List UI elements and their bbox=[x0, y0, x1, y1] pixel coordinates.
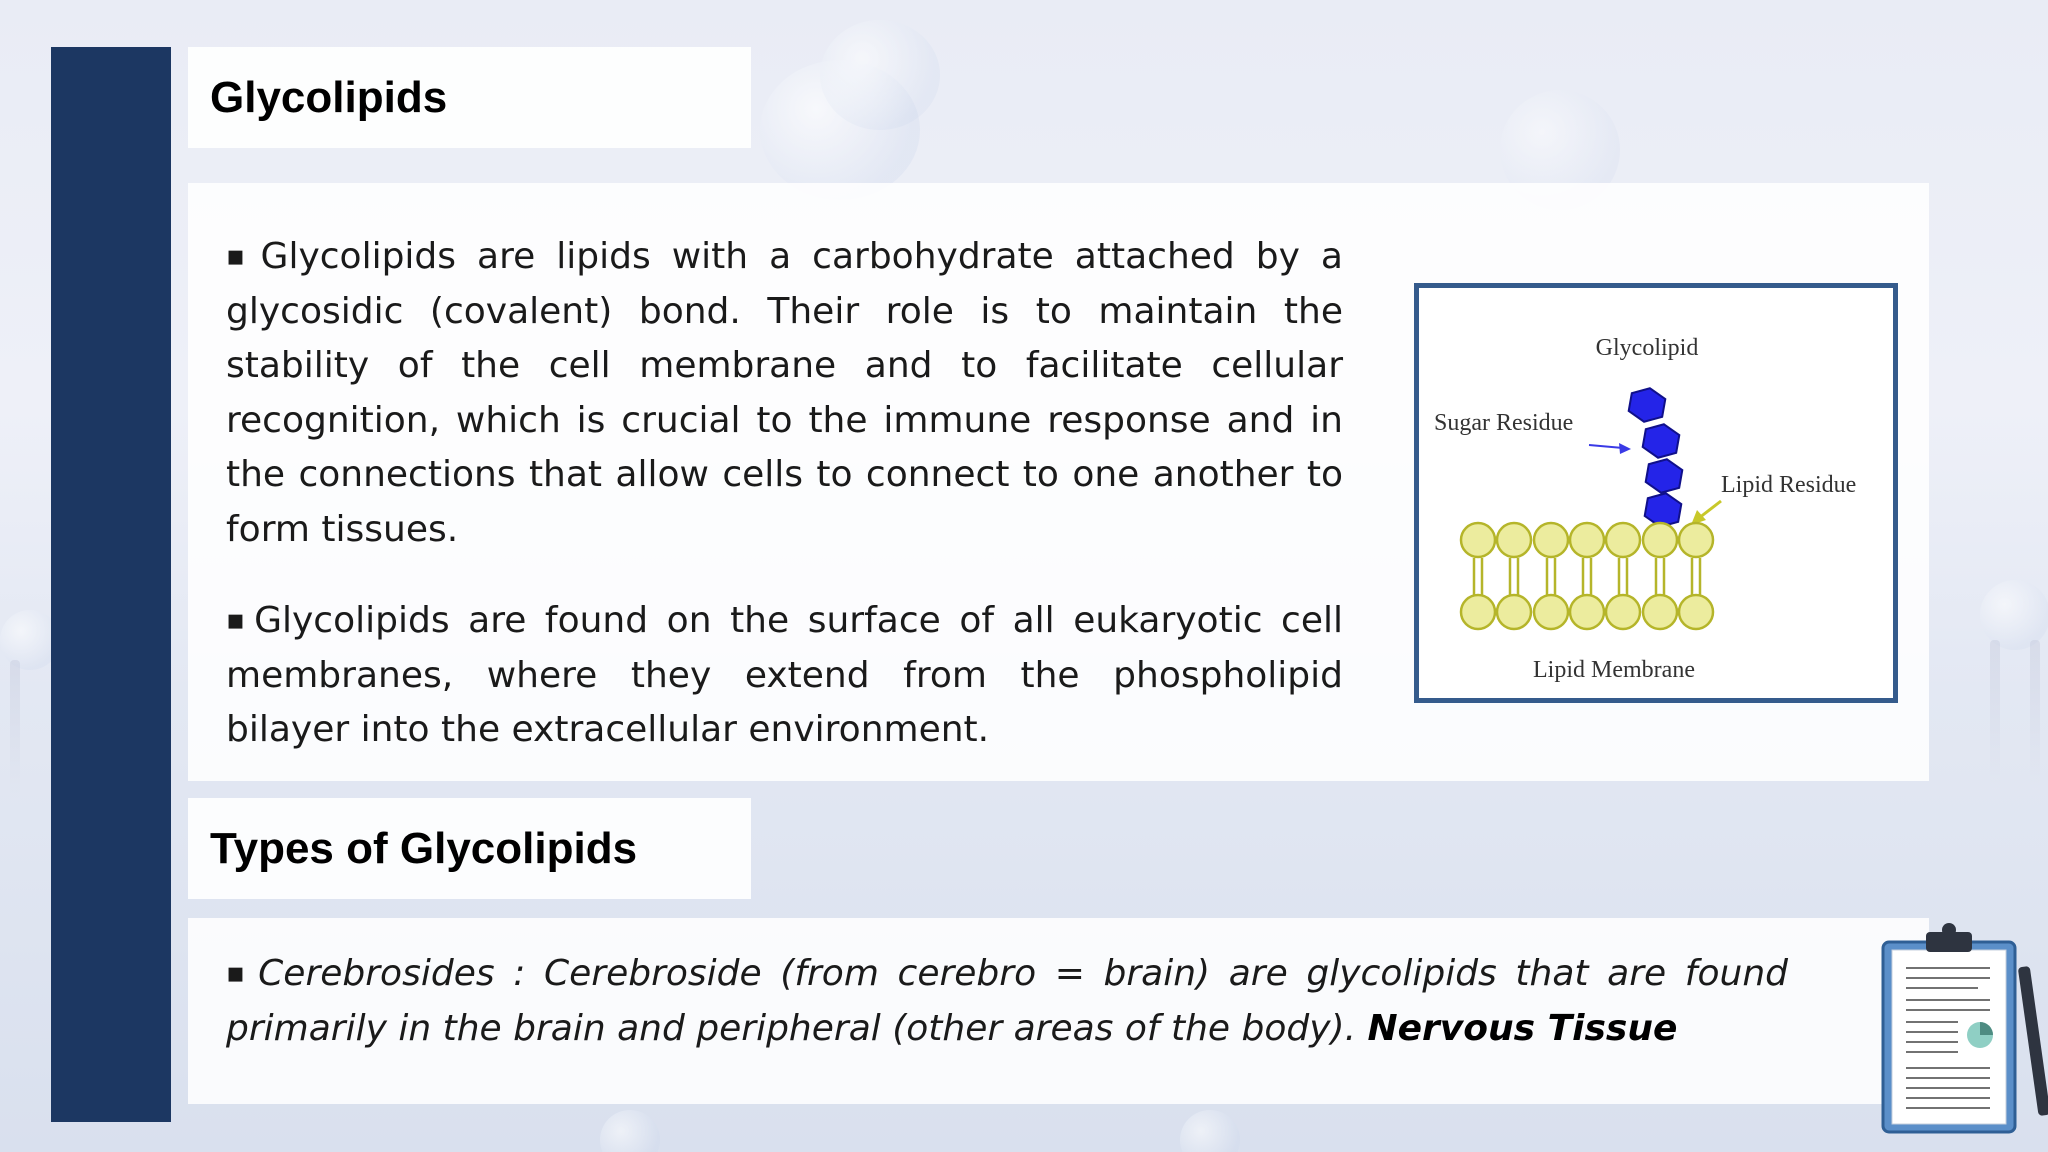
section-title-box bbox=[188, 47, 751, 148]
sugar-hexagon bbox=[1627, 385, 1666, 424]
lipid-head bbox=[1534, 523, 1568, 557]
label-lipid-membrane: Lipid Membrane bbox=[1533, 657, 1695, 683]
lipid-head bbox=[1570, 523, 1604, 557]
list-item-text: Cerebrosides : Cerebroside (from cerebro = brain) are glycolipids that are found primarily in the brain and peripheral (other areas of the body). bbox=[226, 953, 1788, 1049]
lipid-head bbox=[1643, 595, 1677, 629]
lipid-head bbox=[1534, 595, 1568, 629]
bullet-icon: ▪ bbox=[226, 239, 255, 272]
lipid-head bbox=[1606, 595, 1640, 629]
sugar-hexagon bbox=[1641, 421, 1680, 460]
list-item bbox=[226, 946, 1788, 1056]
bullet-icon: ▪ bbox=[226, 603, 253, 636]
section-title: Glycolipids bbox=[210, 72, 448, 122]
label-lipid-residue: Lipid Residue bbox=[1721, 472, 1857, 498]
lipid-head bbox=[1679, 523, 1713, 557]
lipid-head bbox=[1679, 595, 1713, 629]
emphasis-text: Nervous Tissue bbox=[1367, 1007, 1678, 1049]
lipid-bilayer bbox=[1461, 523, 1713, 629]
sugar-chain bbox=[1627, 385, 1683, 529]
lipid-head bbox=[1497, 523, 1531, 557]
lipid-head bbox=[1497, 595, 1531, 629]
diagram-svg bbox=[1419, 288, 1893, 698]
label-glycolipid: Glycolipid bbox=[1595, 335, 1699, 361]
lipid-arrow bbox=[1699, 501, 1721, 518]
paragraph bbox=[226, 593, 1343, 758]
sugar-arrow-head bbox=[1619, 443, 1631, 454]
label-sugar-residue: Sugar Residue bbox=[1434, 410, 1574, 436]
sugar-hexagon bbox=[1644, 456, 1683, 495]
lipid-head bbox=[1643, 523, 1677, 557]
lipid-head bbox=[1570, 595, 1604, 629]
lipid-heads-top bbox=[1461, 523, 1713, 557]
section-title: Types of Glycolipids bbox=[210, 823, 638, 873]
lipid-head bbox=[1606, 523, 1640, 557]
paragraph bbox=[226, 229, 1343, 557]
clipboard-report-icon bbox=[1878, 920, 2048, 1144]
lipid-heads-bottom bbox=[1461, 595, 1713, 629]
bullet-icon: ▪ bbox=[226, 956, 253, 989]
lipid-head bbox=[1461, 523, 1495, 557]
paragraph-text: Glycolipids are lipids with a carbohydrate attached by a glycosidic (covalent) bond. Their role is to maintain the stability of the cell membrane and to facilitate cellular recognition, which is crucial to the immune response and in the connections that allow cells to connect to one another to form tissues. bbox=[226, 236, 1343, 550]
side-accent-bar bbox=[51, 47, 171, 1122]
lipid-head bbox=[1461, 595, 1495, 629]
paragraph-text: Glycolipids are found on the surface of all eukaryotic cell membranes, where they extend from the phospholipid bilayer into the extracellular environment. bbox=[226, 600, 1343, 750]
section-title-box bbox=[188, 798, 751, 899]
sugar-arrow bbox=[1589, 445, 1623, 448]
glycolipid-diagram bbox=[1414, 283, 1898, 703]
